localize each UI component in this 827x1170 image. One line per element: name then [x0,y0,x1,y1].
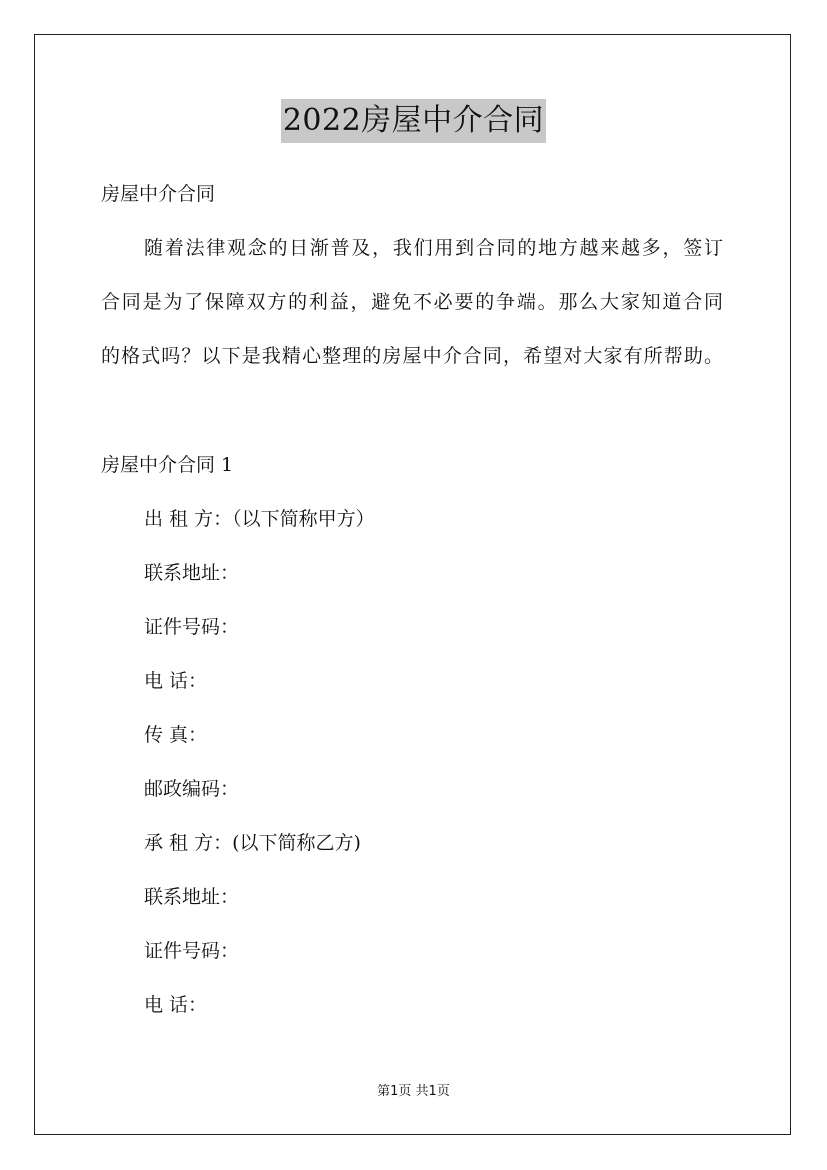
field-lessee-address: 联系地址： [144,886,240,908]
field-lessee-phone: 电 话： [144,994,208,1016]
intro-line-3: 的格式吗？以下是我精心整理的房屋中介合同，希望对大家有所帮助。 [101,345,723,367]
document-title: 2022房屋中介合同 [281,99,546,143]
field-lessor-id: 证件号码： [144,616,240,638]
field-lessor-phone: 电 话： [144,670,208,692]
page-footer: 第1页 共1页 [377,1084,450,1099]
title-container [0,99,827,143]
section-title: 房屋中介合同 1 [101,454,234,476]
field-lessor-postcode: 邮政编码： [144,778,240,800]
document-heading: 房屋中介合同 [101,183,216,205]
field-lessee: 承 租 方：(以下简称乙方) [144,832,361,854]
field-lessee-id: 证件号码： [144,940,240,962]
intro-line-1: 随着法律观念的日渐普及，我们用到合同的地方越来越多，签订 [144,237,723,259]
intro-line-2: 合同是为了保障双方的利益，避免不必要的争端。那么大家知道合同 [101,291,723,313]
field-lessor-address: 联系地址： [144,562,240,584]
field-lessor-fax: 传 真： [144,724,208,746]
field-lessor: 出 租 方：（以下简称甲方） [144,508,375,530]
